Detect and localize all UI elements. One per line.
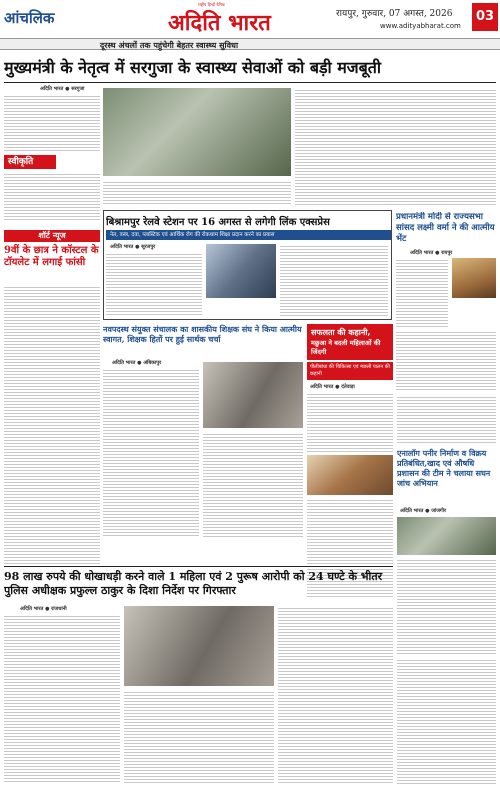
- success-title-box: [307, 324, 393, 360]
- lead-column-text: [4, 94, 100, 152]
- masthead: [0, 0, 500, 38]
- train-byline: अदिति भारत ● सूरजपुर: [110, 244, 156, 250]
- fraud-headline: 98 लाख रुपये की धोखाधड़ी करने वाले 1 महिला एवं 2 पुरूष आरोपी को 24 घण्टे के भीतर पुलिस अधीक्षक प्रफुल्ल ठाकुर के दिशा निर्देश पर गिरफ्तार: [4, 570, 383, 597]
- success-subtitle: मछुआ ने बदली महिलाओं की जिंदगी: [311, 339, 381, 356]
- success-caption: पीलीबांधा की चिकित्सा एवं मछली पालन की कहानी: [310, 364, 390, 377]
- short-news-heading: शॉर्ट न्यूज: [4, 230, 100, 242]
- train-sub: नेत, वस्त्र, दवा, प्लास्टिक एवं आर्थिक रोग की रोकथाम शिक्षा प्रदान करने का प्रयास: [106, 230, 391, 240]
- edu-text-left: [103, 368, 199, 538]
- date-line: रायपुर, गुरुवार, 07 अगस्त, 2026: [336, 9, 453, 19]
- pm-photo: [452, 258, 496, 298]
- lead-column-text-right: [295, 88, 496, 206]
- success-photo: [307, 455, 393, 495]
- success-text: [307, 392, 393, 452]
- edu-headline-box: [103, 324, 303, 358]
- fraud-text-right: [278, 606, 393, 784]
- fraud-headline-box: [4, 570, 394, 600]
- logo: [168, 2, 318, 34]
- success-title: सफलता की कहानी,: [311, 328, 371, 337]
- train-text-right: [280, 244, 388, 316]
- lead-headline: मुख्यमंत्री के नेतृत्व में सरगुजा के स्वास्थ्य सेवाओं को बड़ी मजबूती: [4, 58, 382, 77]
- logo-tagline: राष्ट्रीय हिन्दी दैनिक: [198, 2, 225, 7]
- pm-text: [396, 258, 448, 328]
- train-text-left: [106, 252, 202, 316]
- website: www.adityabharat.com: [380, 22, 461, 30]
- fraud-text-left: [4, 614, 120, 784]
- quick-tag: स्वीकृति: [4, 155, 56, 169]
- fraud-byline: अदिति भारत ● राजधानी: [20, 606, 67, 612]
- success-caption-box: [307, 362, 393, 380]
- edu-text-right: [203, 432, 303, 538]
- success-byline: अदिति भारत ● दंतेवाड़ा: [310, 384, 355, 390]
- fraud-text-mid: [124, 690, 274, 784]
- banner-text: दूरस्थ अंचलों तक पहुंचेगी बेहतर स्वास्थ्य सुविधा: [100, 40, 239, 50]
- edu-byline: अदिति भारत ● अंबिकापुर: [112, 360, 162, 366]
- edu-photo: [203, 362, 303, 428]
- pm-text-2: [396, 330, 496, 392]
- lead-byline: अदिति भारत ● सरगुजा: [40, 86, 85, 92]
- right-col-bottom-text: [397, 658, 496, 784]
- quick-text: [4, 172, 100, 222]
- pm-headline: प्रधानमंत्री मोदी से राज्यसभा सांसद लक्ष्मी वर्मा ने की आत्मीय भेंट: [396, 212, 495, 244]
- edu-headline: नवपदस्थ संयुक्त संचालक का शासकीय शिक्षक संघ ने किया आत्मीय स्वागत, शिक्षक हितों पर हुई सार्थक चर्चा: [103, 324, 302, 344]
- train-photo: [206, 244, 276, 298]
- paneer-headline: एनालॉग पनीर निर्माण व विक्रय प्रतिबंधित,खाद एवं औषधि प्रशासन की टीम ने चलाया सघन जांच अभियान: [397, 448, 491, 488]
- success-text-3: [397, 395, 496, 445]
- top-banner: [0, 38, 500, 50]
- paneer-text: [397, 558, 496, 654]
- lead-bottom-text: [103, 180, 291, 204]
- lead-photo: [103, 88, 291, 176]
- train-headline: बिश्रामपुर रेलवे स्टेशन पर 16 अगस्त से लगेगी लिंक एक्सप्रेस: [106, 217, 330, 228]
- fraud-rule: [4, 566, 393, 567]
- fraud-photo: [124, 606, 274, 686]
- short-news-text: [4, 285, 100, 565]
- lead-rule: [4, 82, 496, 83]
- pm-byline: अदिति भारत ● रायपुर: [410, 250, 453, 256]
- paneer-headline-box: [397, 448, 496, 502]
- pm-headline-1: [396, 212, 496, 246]
- section-label: आंचलिक: [4, 9, 55, 27]
- paneer-byline: अदिति भारत ● जांजगीर: [400, 508, 447, 514]
- logo-text: अदिति भारत: [168, 10, 271, 36]
- page-number: 03: [472, 3, 498, 31]
- short-news-title: 9वीं के छात्र ने कॉस्टल के टॉयलेट में लगाई फांसी: [4, 245, 99, 268]
- paneer-photo: [397, 517, 496, 555]
